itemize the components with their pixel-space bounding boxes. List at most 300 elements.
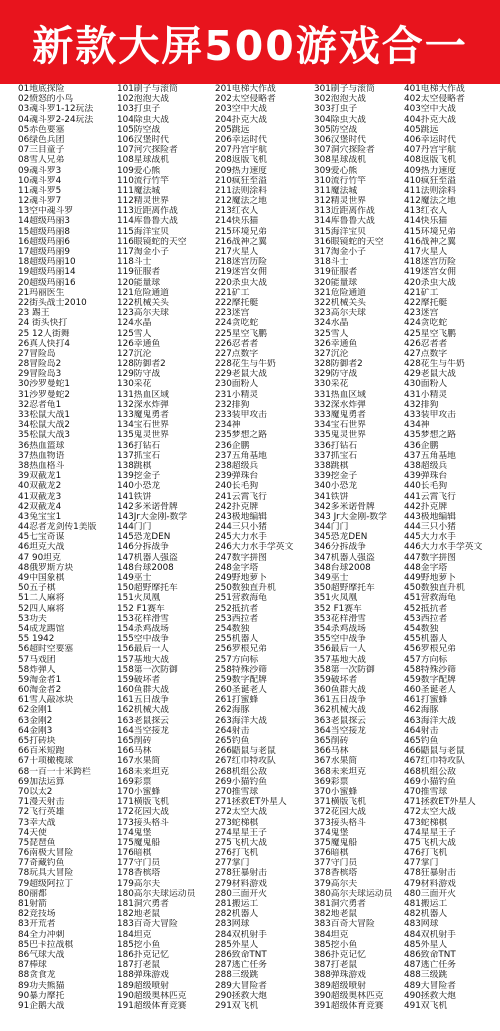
game-entry: 354杀鸡战场 xyxy=(314,623,366,634)
game-entry: 221矿工 xyxy=(215,287,250,298)
game-entry: 01地底探险 xyxy=(18,84,65,94)
game-entry: 18超级玛丽10 xyxy=(18,257,76,268)
game-entry: 455机器人 xyxy=(404,634,448,645)
game-entry: 412魔法之地 xyxy=(404,196,456,207)
game-entry: 85巴卡拉战棋 xyxy=(18,939,74,950)
game-entry: 342多米诺骨牌 xyxy=(314,501,375,512)
game-entry: 08雪人兄弟 xyxy=(18,155,65,166)
game-entry: 417火星人 xyxy=(404,247,448,257)
game-entry: 03魂斗罗1-12玩法 xyxy=(18,104,94,115)
game-column-5 xyxy=(404,84,500,1011)
game-entry: 213红衣人 xyxy=(215,206,259,217)
game-entry: 214快乐猫 xyxy=(215,216,259,227)
game-entry: 241云霄飞行 xyxy=(215,491,267,502)
game-entry: 322机械关头 xyxy=(314,297,366,308)
game-entry: 368未来坦克 xyxy=(314,766,366,777)
game-column-2 xyxy=(117,84,217,1011)
game-entry: 13空中魂斗罗 xyxy=(18,206,74,217)
game-entry: 148台球2008 xyxy=(117,562,174,573)
game-entry: 485外星人 xyxy=(404,939,448,950)
game-entry: 223迷宫 xyxy=(215,308,250,319)
game-entry: 30沙罗曼蛇1 xyxy=(18,379,70,390)
game-entry: 436企鹏 xyxy=(404,440,439,451)
game-entry: 377守门员 xyxy=(314,858,358,869)
game-entry: 151火凤凰 xyxy=(117,593,161,604)
game-entry: 144门门 xyxy=(117,522,152,533)
game-entry: 46坦克大战 xyxy=(18,542,65,553)
game-entry: 55 1942 xyxy=(18,634,55,645)
game-entry: 330采花 xyxy=(314,379,349,390)
game-entry: 438超级兵 xyxy=(404,460,448,471)
game-entry: 251营救海龟 xyxy=(215,593,267,604)
game-entry: 252抵抗者 xyxy=(215,603,259,614)
game-entry: 187打老鼠 xyxy=(117,960,161,971)
game-entry: 17超级玛丽9 xyxy=(18,247,70,257)
game-entry: 267红巾特攻队 xyxy=(215,756,276,767)
game-entry: 57马戏团 xyxy=(18,654,56,665)
game-entry: 120能量球 xyxy=(117,277,161,288)
game-entry: 37热血物语 xyxy=(18,450,65,461)
game-entry: 48俄罗斯方块 xyxy=(18,562,74,573)
game-entry: 277掌门 xyxy=(215,858,250,869)
game-entry: 285外星人 xyxy=(215,939,259,950)
game-entry: 207丹宫宇航 xyxy=(215,145,267,156)
game-entry: 79超级阿拉丁 xyxy=(18,878,74,889)
game-entry: 339挖金子 xyxy=(314,471,358,482)
game-entry: 317淘金小子 xyxy=(314,247,366,257)
game-entry: 89功夫熊猫 xyxy=(18,980,65,991)
game-entry: 486致命TNT xyxy=(404,949,456,960)
game-entry: 426忍者者 xyxy=(404,338,448,349)
game-entry: 110流行竹竿 xyxy=(117,175,169,186)
game-entry: 127沉沦 xyxy=(117,348,152,359)
game-entry: 318斗士 xyxy=(314,257,349,268)
game-entry: 413红衣人 xyxy=(404,206,448,217)
game-entry: 04魂斗罗2-24玩法 xyxy=(18,114,94,125)
game-entry: 80丽都 xyxy=(18,888,47,899)
game-entry: 387打老鼠 xyxy=(314,960,358,971)
game-entry: 28冒险岛2 xyxy=(18,359,62,370)
game-entry: 461打蜜蜂 xyxy=(404,695,448,706)
game-entry: 50五子棋 xyxy=(18,583,56,594)
game-entry: 242扑克牌 xyxy=(215,501,259,512)
game-entry: 489大冒险者 xyxy=(404,980,456,991)
game-entry: 180高尔夫球运动员 xyxy=(117,888,196,899)
game-entry: 389超级喷射 xyxy=(314,980,366,991)
game-entry: 86气球大战 xyxy=(18,949,65,960)
game-entry: 84全力冲刺 xyxy=(18,929,65,940)
game-entry: 352 F1赛车 xyxy=(314,603,362,614)
game-entry: 07三目童子 xyxy=(18,145,65,156)
game-entry: 27冒险岛 xyxy=(18,348,56,359)
game-entry: 179高尔夫 xyxy=(117,878,161,889)
game-entry: 334宝石世界 xyxy=(314,420,366,431)
game-entry: 132深水炸弹 xyxy=(117,399,169,410)
game-entry: 363老鼠探云 xyxy=(314,715,366,726)
game-entry: 257方向标 xyxy=(215,654,259,665)
game-entry: 10魂斗罗4 xyxy=(18,175,62,186)
game-entry: 385挖小鱼 xyxy=(314,939,358,950)
game-entry: 34松鼠大战2 xyxy=(18,420,70,431)
game-entry: 302泡泡大战 xyxy=(314,94,366,105)
game-entry: 425星空飞鹏 xyxy=(404,328,456,339)
game-entry: 462海豚 xyxy=(404,705,439,716)
game-entry: 382地老鼠 xyxy=(314,909,358,920)
game-entry: 108星球战机 xyxy=(117,155,169,166)
game-entry: 286致命TNT xyxy=(215,949,267,960)
game-entry: 159破坏者 xyxy=(117,674,161,685)
game-entry: 401电梯大作战 xyxy=(404,84,465,94)
game-entry: 102泡泡大战 xyxy=(117,94,169,105)
game-entry: 60淘金者2 xyxy=(18,685,62,696)
game-entry: 218迷宫历险 xyxy=(215,257,267,268)
game-entry: 103打虫子 xyxy=(117,104,161,115)
game-entry: 408返版飞机 xyxy=(404,155,456,166)
game-entry: 11魂斗罗5 xyxy=(18,185,62,196)
game-entry: 147机器人强盗 xyxy=(117,552,178,563)
game-entry: 345恐龙DEN xyxy=(314,532,368,543)
game-entry: 469小猫钓鱼 xyxy=(404,776,456,787)
game-entry: 431小精灵 xyxy=(404,389,448,400)
game-entry: 68一百一十米跨栏 xyxy=(18,766,91,777)
game-entry: 303打虫子 xyxy=(314,104,358,115)
game-entry: 70以太2 xyxy=(18,786,53,797)
game-entry: 410疯狂至溢 xyxy=(404,175,456,186)
game-entry: 133魔鬼勇者 xyxy=(117,410,169,420)
game-entry: 350超野摩托车 xyxy=(314,583,375,594)
game-entry: 41双截龙3 xyxy=(18,491,62,502)
game-entry: 246大力水手学英文 xyxy=(215,542,294,553)
game-entry: 142多米诺骨牌 xyxy=(117,501,178,512)
game-entry: 15超级玛丽8 xyxy=(18,226,70,237)
game-entry: 158第一次防御 xyxy=(117,664,178,675)
game-entry: 175魔鬼船 xyxy=(117,837,161,848)
game-entry: 332深水炸弹 xyxy=(314,399,366,410)
game-entry: 235梦想之路 xyxy=(215,430,267,441)
game-entry: 238超级兵 xyxy=(215,460,259,471)
game-entry: 141铁饼 xyxy=(117,491,152,502)
game-entry: 480三面开火 xyxy=(404,888,456,899)
game-entry: 78玩具大冒险 xyxy=(18,868,74,879)
game-entry: 390超级奥林匹克 xyxy=(314,990,384,1001)
game-entry: 230面粉人 xyxy=(215,379,259,390)
game-entry: 349巫士 xyxy=(314,573,349,583)
game-entry: 481搬运工 xyxy=(404,899,448,909)
game-entry: 249野地萝卜 xyxy=(215,573,267,583)
game-entry: 383百奇大冒险 xyxy=(314,919,375,930)
game-entry: 219迷宫女佣 xyxy=(215,267,267,278)
game-entry: 56超时空要塞 xyxy=(18,644,74,655)
game-entry: 487逃亡任务 xyxy=(404,960,456,971)
game-entry: 64金刚3 xyxy=(18,725,53,736)
game-entry: 167水果简 xyxy=(117,756,161,767)
game-entry: 320能量球 xyxy=(314,277,358,288)
game-entry: 74天使 xyxy=(18,827,47,838)
game-entry: 427点数字 xyxy=(404,348,448,359)
game-entry: 255机器人 xyxy=(215,634,259,645)
game-entry: 40双截龙2 xyxy=(18,481,62,492)
game-entry: 304除虫大战 xyxy=(314,114,366,125)
game-entry: 105防空战 xyxy=(117,124,161,135)
game-entry: 212魔法之地 xyxy=(215,196,267,207)
game-entry: 139挖金子 xyxy=(117,471,161,482)
game-entry: 458特殊沙筛 xyxy=(404,664,456,675)
game-entry: 351火凤凰 xyxy=(314,593,358,604)
game-entry: 337抓宝石 xyxy=(314,450,358,461)
game-entry: 138跳棋 xyxy=(117,460,152,471)
game-entry: 280三面开火 xyxy=(215,888,267,899)
game-entry: 114库鲁鲁大战 xyxy=(117,216,178,227)
game-entry: 386扑克记忆 xyxy=(314,949,366,960)
game-entry: 439弹珠台 xyxy=(404,471,448,482)
game-entry: 101刷子与滚筒 xyxy=(117,84,178,94)
game-entry: 25 12人街舞 xyxy=(18,328,70,339)
game-entry: 437五角基地 xyxy=(404,450,456,461)
game-entry: 23 踢王 xyxy=(18,308,50,319)
game-entry: 327沉沦 xyxy=(314,348,349,359)
game-entry: 181洞穴勇者 xyxy=(117,899,169,909)
game-entry: 239弹珠台 xyxy=(215,471,259,482)
game-entry: 338跳棋 xyxy=(314,460,349,471)
game-entry: 71漫天射击 xyxy=(18,797,65,808)
game-entry: 163老鼠探云 xyxy=(117,715,169,726)
game-entry: 140小恐龙 xyxy=(117,481,161,492)
game-entry: 62金刚1 xyxy=(18,705,53,716)
game-entry: 231小精灵 xyxy=(215,389,259,400)
game-entry: 478狂暴射击 xyxy=(404,868,456,879)
game-entry: 333魔鬼勇者 xyxy=(314,410,366,420)
game-entry: 291双飞机 xyxy=(215,1000,259,1011)
game-entry: 260圣诞老人 xyxy=(215,685,267,696)
game-entry: 248金字塔 xyxy=(215,562,259,573)
game-entry: 236企鹏 xyxy=(215,440,250,451)
game-entry: 465钓鱼 xyxy=(404,736,439,746)
game-entry: 376暗棋 xyxy=(314,848,349,859)
game-entry: 434神 xyxy=(404,420,430,431)
game-entry: 35松鼠大战3 xyxy=(18,430,70,441)
game-entry: 202太空侵略者 xyxy=(215,94,276,105)
game-entry: 310流行竹竿 xyxy=(314,175,366,186)
game-entry: 262海豚 xyxy=(215,705,250,716)
game-entry: 316眼镜蛇的天空 xyxy=(314,236,384,247)
game-entry: 234神 xyxy=(215,420,241,431)
game-entry: 153花样滑雪 xyxy=(117,613,169,624)
game-entry: 379高尔夫 xyxy=(314,878,358,889)
game-entry: 341铁饼 xyxy=(314,491,349,502)
game-entry: 209热力速度 xyxy=(215,165,267,176)
game-entry: 358第一次防御 xyxy=(314,664,375,675)
game-entry: 67十项橄榄球 xyxy=(18,756,74,767)
game-entry: 150超野摩托车 xyxy=(117,583,178,594)
game-entry: 406幸运时代 xyxy=(404,134,456,145)
game-column-3 xyxy=(215,84,315,1011)
game-entry: 432排狗 xyxy=(404,399,439,410)
game-entry: 357基地大战 xyxy=(314,654,366,665)
game-entry: 344门门 xyxy=(314,522,349,533)
game-entry: 14超级玛丽3 xyxy=(18,216,70,227)
game-entry: 435梦想之路 xyxy=(404,430,456,441)
game-entry: 203空中大战 xyxy=(215,104,267,115)
game-entry: 171横版飞机 xyxy=(117,797,169,808)
game-entry: 22街头战士2010 xyxy=(18,297,87,308)
game-entry: 211法则涂料 xyxy=(215,185,267,196)
game-entry: 275飞机大战 xyxy=(215,837,267,848)
game-entry: 459数字配牌 xyxy=(404,674,456,685)
game-entry: 402太空侵略者 xyxy=(404,94,465,105)
game-entry: 69加法运算 xyxy=(18,776,65,787)
game-entry: 154杀鸡战场 xyxy=(117,623,169,634)
game-entry: 66百米短跑 xyxy=(18,746,65,757)
game-entry: 256罗根兄弟 xyxy=(215,644,267,655)
game-entry: 244三只小猪 xyxy=(215,522,267,533)
game-entry: 222摩托艇 xyxy=(215,297,259,308)
game-entry: 472太空大战 xyxy=(404,807,456,818)
game-entry: 191超级体育竞赛 xyxy=(117,1000,187,1011)
game-entry: 118斗士 xyxy=(117,257,152,268)
game-entry: 208返版飞机 xyxy=(215,155,267,166)
game-entry: 414快乐猫 xyxy=(404,216,448,227)
game-entry: 38热血格斗 xyxy=(18,460,65,471)
game-entry: 488三级跳 xyxy=(404,970,448,981)
game-entry: 369彩票 xyxy=(314,776,349,787)
game-entry: 229老鼠大战 xyxy=(215,369,267,380)
game-entry: 288三级跳 xyxy=(215,970,259,981)
game-entry: 160鱼群大战 xyxy=(117,685,169,696)
game-entry: 05赤色要塞 xyxy=(18,124,65,135)
game-entry: 364当空接龙 xyxy=(314,725,366,736)
game-entry: 265钓鱼 xyxy=(215,736,250,746)
game-entry: 224贪吃蛇 xyxy=(215,318,259,329)
game-entry: 404扑克大战 xyxy=(404,114,456,125)
title-banner xyxy=(0,0,500,84)
game-entry: 276打飞机 xyxy=(215,848,259,859)
game-entry: 442扑克牌 xyxy=(404,501,448,512)
game-entry: 348台球2008 xyxy=(314,562,371,573)
game-entry: 261打蜜蜂 xyxy=(215,695,259,706)
game-entry: 176暗棋 xyxy=(117,848,152,859)
game-entry: 237五角基地 xyxy=(215,450,267,461)
game-entry: 111魔法城 xyxy=(117,185,161,196)
game-entry: 58炸弹人 xyxy=(18,664,56,675)
game-entry: 474星星王子 xyxy=(404,827,456,838)
game-entry: 32忍者龟1 xyxy=(18,399,62,410)
game-entry: 168未来坦克 xyxy=(117,766,169,777)
game-entry: 117淘金小子 xyxy=(117,247,169,257)
game-entry: 81射箭 xyxy=(18,899,47,909)
game-entry: 384坦克 xyxy=(314,929,349,940)
game-entry: 289大冒险者 xyxy=(215,980,267,991)
game-entry: 278狂暴射击 xyxy=(215,868,267,879)
game-entry: 308星球战机 xyxy=(314,155,366,166)
game-entry: 283网球 xyxy=(215,919,250,930)
game-entry: 331热血区域 xyxy=(314,389,366,400)
game-entry: 216战神之翼 xyxy=(215,236,267,247)
game-entry: 201电梯大作战 xyxy=(215,84,276,94)
game-entry: 162机械大战 xyxy=(117,705,169,716)
game-entry: 183百奇大冒险 xyxy=(117,919,178,930)
game-entry: 440长毛狗 xyxy=(404,481,448,492)
game-entry: 146分拆战争 xyxy=(117,542,169,553)
game-entry: 430面粉人 xyxy=(404,379,448,390)
game-entry: 467红巾特攻队 xyxy=(404,756,465,767)
game-entry: 210疯狂至溢 xyxy=(215,175,267,186)
game-entry: 184坦克 xyxy=(117,929,152,940)
game-entry: 270推雪球 xyxy=(215,786,259,797)
game-entry: 411法则涂料 xyxy=(404,185,456,196)
game-entry: 484双机射手 xyxy=(404,929,456,940)
game-entry: 259数字配牌 xyxy=(215,674,267,685)
game-entry: 215环境兄弟 xyxy=(215,226,267,237)
game-entry: 409热力速度 xyxy=(404,165,456,176)
game-entry: 227点数字 xyxy=(215,348,259,359)
game-entry: 232排狗 xyxy=(215,399,250,410)
game-entry: 313近距离作战 xyxy=(314,206,375,217)
game-entry: 366马林 xyxy=(314,746,349,757)
game-list xyxy=(0,84,500,1031)
game-entry: 131热血区域 xyxy=(117,389,169,400)
game-entry: 134宝石世界 xyxy=(117,420,169,431)
game-entry: 311魔法城 xyxy=(314,185,358,196)
game-entry: 104除虫大战 xyxy=(117,114,169,125)
game-column-1 xyxy=(18,84,118,1011)
game-entry: 123高尔夫球 xyxy=(117,308,169,319)
game-entry: 245大力水手 xyxy=(215,532,267,543)
game-entry: 87棒球 xyxy=(18,960,47,971)
game-entry: 188弹珠游戏 xyxy=(117,970,169,981)
game-entry: 471拯救ET外星人 xyxy=(404,797,476,808)
game-entry: 233装甲攻击 xyxy=(215,410,267,420)
game-entry: 16超级玛丽6 xyxy=(18,236,70,247)
game-entry: 52四人麻将 xyxy=(18,603,65,614)
game-entry: 460圣诞老人 xyxy=(404,685,456,696)
game-entry: 424贪吃蛇 xyxy=(404,318,448,329)
game-entry: 336打钻石 xyxy=(314,440,358,451)
game-entry: 247数字拼图 xyxy=(215,552,267,563)
game-entry: 374鬼堡 xyxy=(314,827,349,838)
game-entry: 19超级玛丽14 xyxy=(18,267,76,278)
game-entry: 240长毛狗 xyxy=(215,481,259,492)
game-entry: 173接头格斗 xyxy=(117,817,169,828)
game-entry: 483网球 xyxy=(404,919,439,930)
game-entry: 273蛇梯棋 xyxy=(215,817,259,828)
game-entry: 129防守战 xyxy=(117,369,161,380)
game-entry: 360鱼群大战 xyxy=(314,685,366,696)
game-entry: 186扑克记忆 xyxy=(117,949,169,960)
game-entry: 06绿色兵团 xyxy=(18,134,65,145)
game-entry: 91企鹅大战 xyxy=(18,1000,65,1011)
game-entry: 463海洋大战 xyxy=(404,715,456,726)
game-entry: 126幸通鱼 xyxy=(117,338,161,349)
game-entry: 24 街头快打 xyxy=(18,318,68,329)
game-entry: 328防御者2 xyxy=(314,359,363,370)
game-entry: 274星星王子 xyxy=(215,827,267,838)
game-entry: 143Jr大金刚-数学 xyxy=(117,511,188,522)
game-entry: 76南极大冒险 xyxy=(18,848,74,859)
game-entry: 372花园大战 xyxy=(314,807,366,818)
game-entry: 446大力水手学英文 xyxy=(404,542,483,553)
game-entry: 165削砖 xyxy=(117,736,152,746)
game-entry: 36热血篮球 xyxy=(18,440,65,451)
game-entry: 113近距离作战 xyxy=(117,206,178,217)
game-entry: 454数独 xyxy=(404,623,439,634)
game-entry: 90暴力摩托 xyxy=(18,990,65,1001)
game-entry: 419迷宫女佣 xyxy=(404,267,456,278)
game-entry: 73幸大战 xyxy=(18,817,56,828)
game-entry: 282机器人 xyxy=(215,909,259,920)
game-entry: 122机械关头 xyxy=(117,297,169,308)
game-entry: 250数独直升机 xyxy=(215,583,276,594)
game-entry: 135鬼灵世界 xyxy=(117,430,169,441)
